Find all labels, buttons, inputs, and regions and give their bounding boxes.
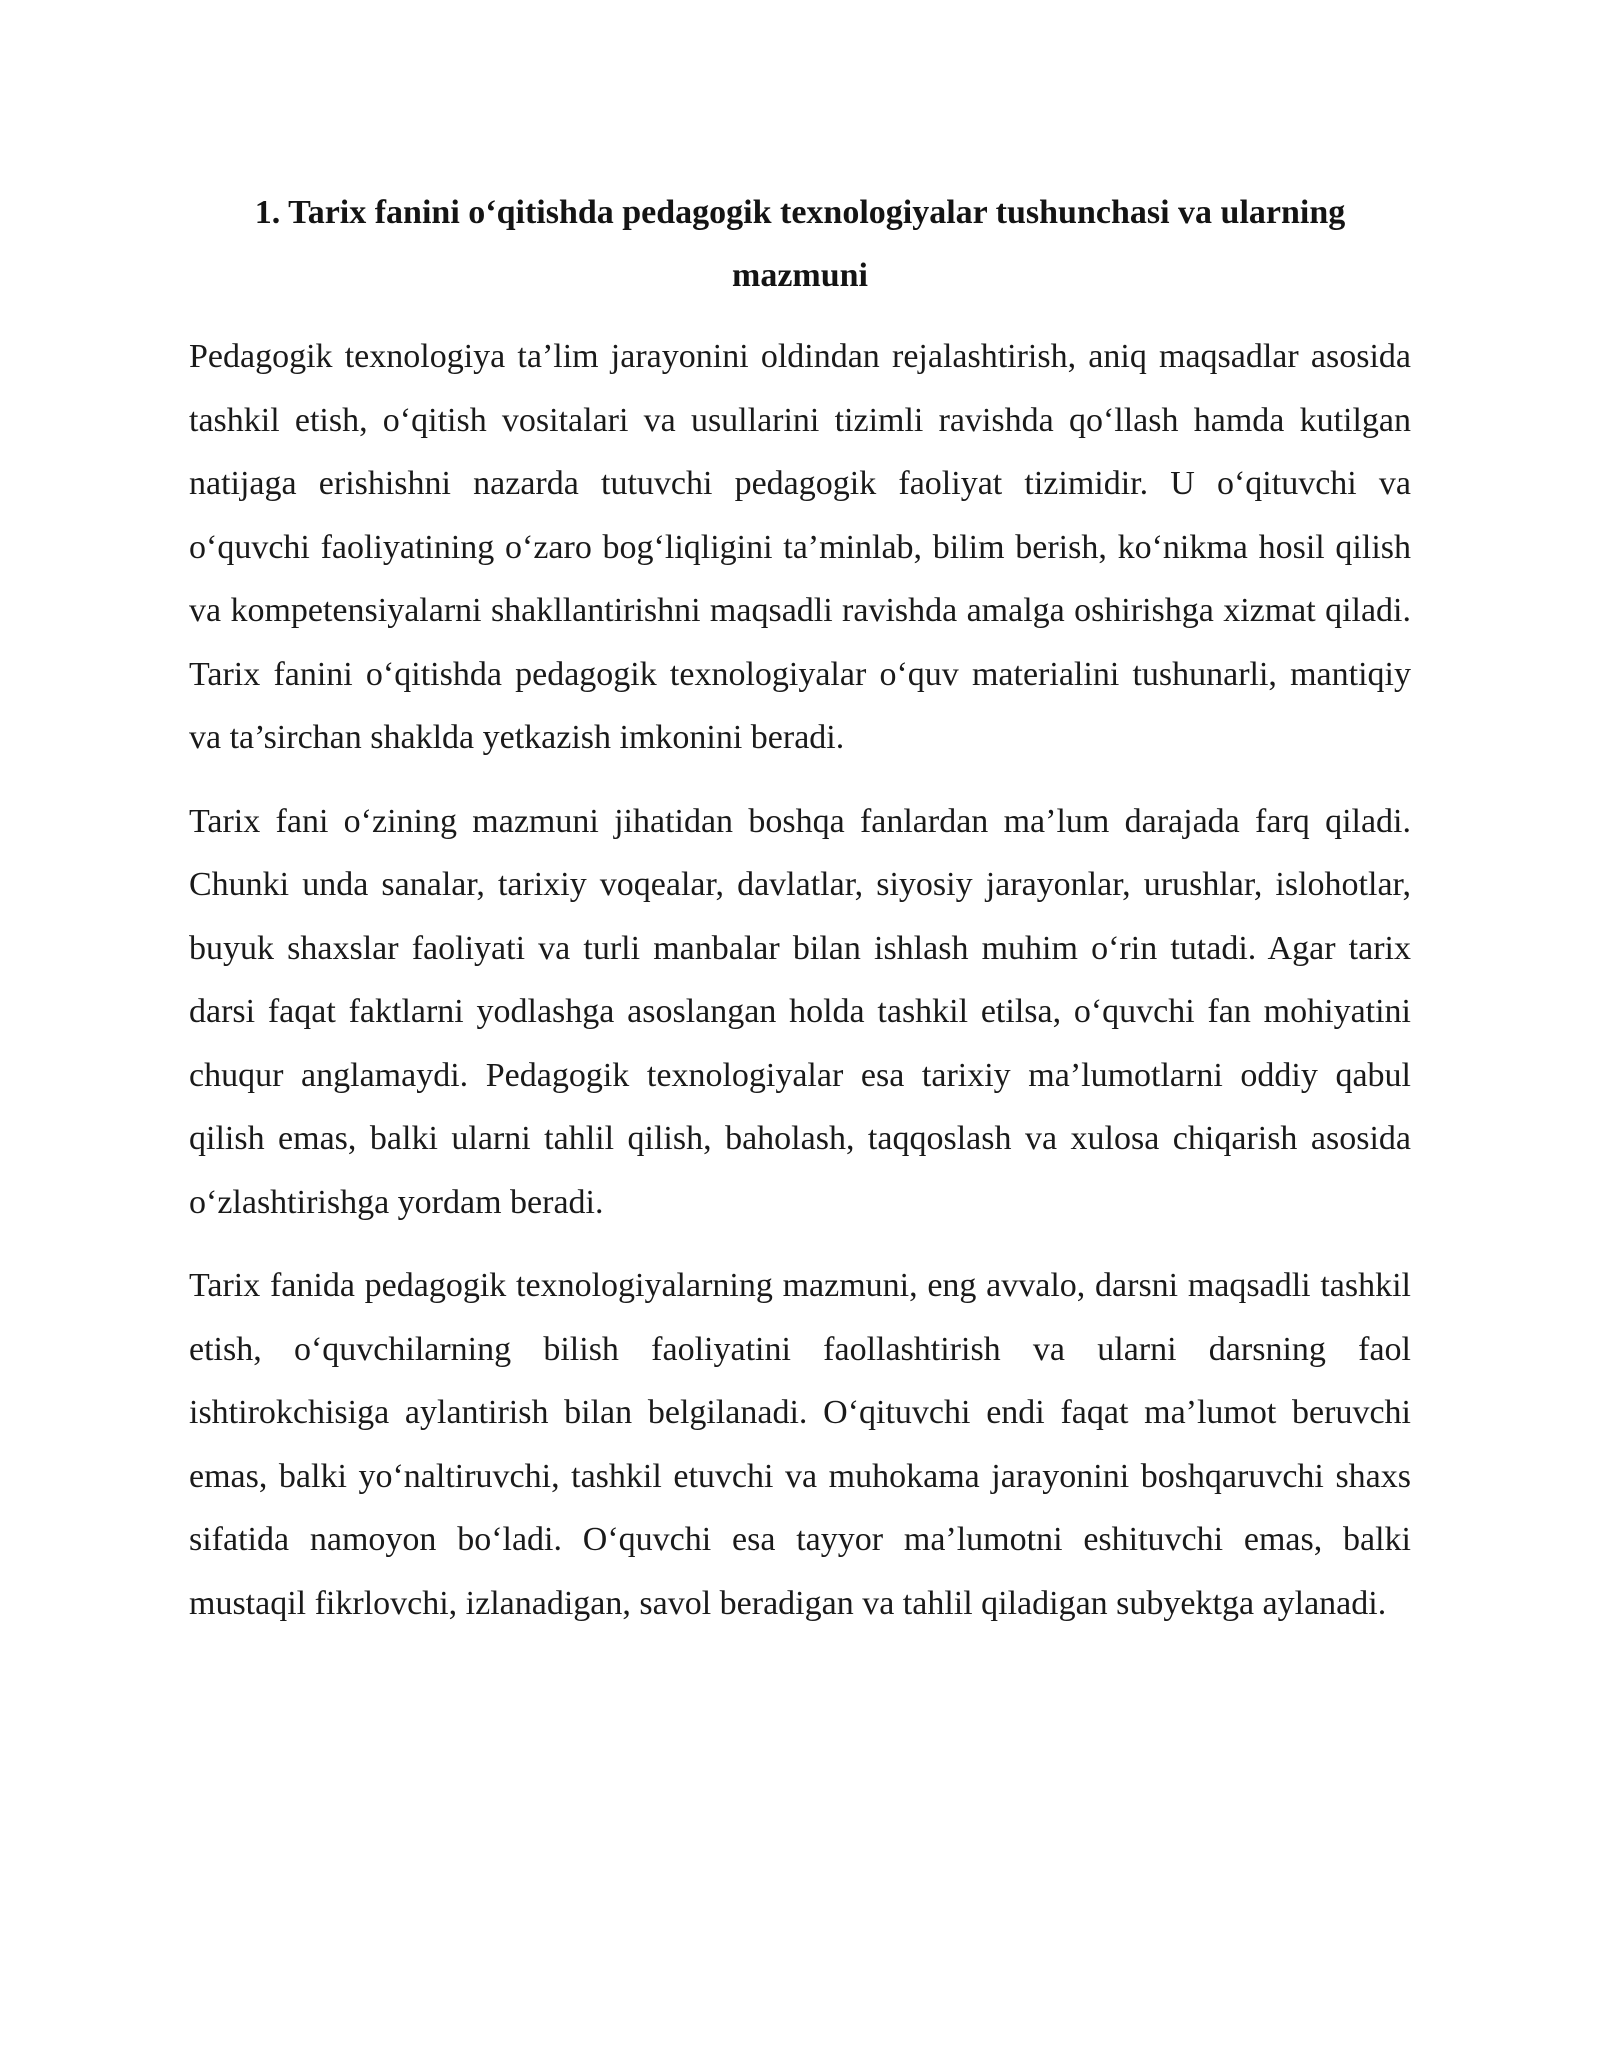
- document-title: 1. Tarix fanini o‘qitishda pedagogik texnologiyalar tushunchasi va ularning mazmuni: [254, 194, 1346, 294]
- paragraph-1: Pedagogik texnologiya ta’lim jarayonini oldindan rejalashtirish, aniq maqsadlar asosida tashkil etish, o‘qitish vositalari va usullarini tizimli ravishda qo‘llash hamda kutilgan natijaga erishishni nazarda tutuvchi pedagogik faoliyat tizimidir. U o‘qituvchi va o‘quvchi faoliyatining o‘zaro bog‘liqligini ta’minlab, bilim berish, ko‘nikma hosil qilish va kompetensiyalarni shakllantirishni maqsadli ravishda amalga oshirishga xizmat qiladi. Tarix fanini o‘qitishda pedagogik texnologiyalar o‘quv materialini tushunarli, mantiqiy va ta’sirchan shaklda yetkazish imkonini beradi.: [189, 338, 1411, 756]
- paragraph-2: Tarix fani o‘zining mazmuni jihatidan boshqa fanlardan ma’lum darajada farq qiladi. Chunki unda sanalar, tarixiy voqealar, davlatlar, siyosiy jarayonlar, urushlar, islohotlar, buyuk shaxslar faoliyati va turli manbalar bilan ishlash muhim o‘rin tutadi. Agar tarix darsi faqat faktlarni yodlashga asoslangan holda tashkil etilsa, o‘quvchi fan mohiyatini chuqur anglamaydi. Pedagogik texnologiyalar esa tarixiy ma’lumotlarni oddiy qabul qilish emas, balki ularni tahlil qilish, baholash, taqqoslash va xulosa chiqarish asosida o‘zlashtirishga yordam beradi.: [189, 802, 1411, 1221]
- document-body: [189, 181, 1411, 1655]
- paragraph-3: Tarix fanida pedagogik texnologiyalarning mazmuni, eng avvalo, darsni maqsadli tashkil etish, o‘quvchilarning bilish faoliyatini faollashtirish va ularni darsning faol ishtirokchisiga aylantirish bilan belgilanadi. O‘qituvchi endi faqat ma’lumot beruvchi emas, balki yo‘naltiruvchi, tashkil etuvchi va muhokama jarayonini boshqaruvchi shaxs sifatida namoyon bo‘ladi. O‘quvchi esa tayyor ma’lumotni eshituvchi emas, balki mustaqil fikrlovchi, izlanadigan, savol beradigan va tahlil qiladigan subyektga aylanadi.: [189, 1267, 1411, 1622]
